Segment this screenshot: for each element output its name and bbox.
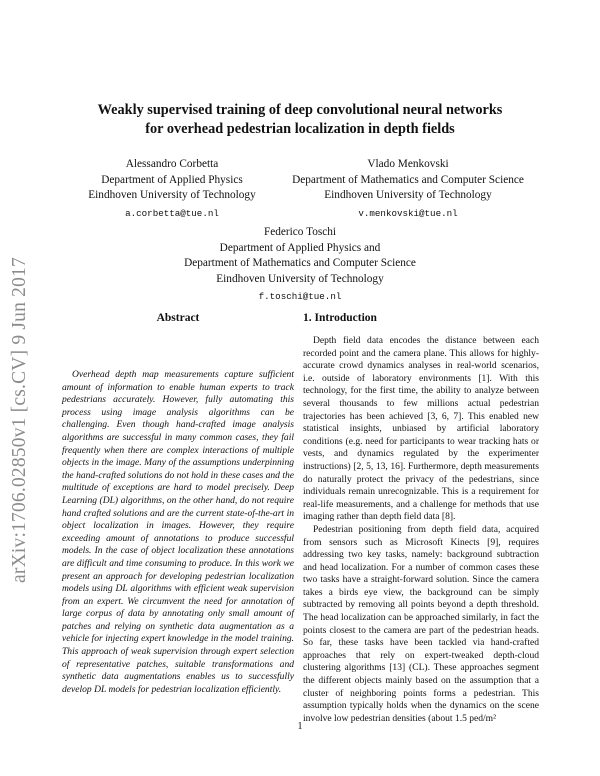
abstract-text: Overhead depth map measurements capture sufficient amount of information to enable human experts to track pedestrians accurately. However, fully automating this process using image analysis algorithms can be challenging. Even though hand-crafted image analysis algorithms are successful in many common cases, they fail frequently when there are complex interactions of multiple objects in the image. Many of the assumptions underpinning the hand-crafted solutions do not hold in these cases and the multitude of exceptions are hard to model precisely. Deep Learning (DL) algorithms, on the other hand, do not require hand crafted solutions and are the current state-of-the-art in object localization in images. However, they require exceeding amount of annotations to produce successful models. In the case of object localization these annotations are difficult and time consuming to produce. In this work we present an approach for developing pedestrian localization models using DL algorithms with efficient weak supervision from an expert. We circumvent the need for annotation of large corpus of data by annotating only small amount of patches and relying on synthetic data augmentation as a vehicle for injecting expert knowledge in the model training. This approach of weak supervision through expert selection of representative patches, suitable transformations and synthetic data augmentations enables us to successfully develop DL models for pedestrian localization efficiently. [62, 369, 294, 695]
author-name: Alessandro Corbetta [125, 158, 219, 170]
author-affiliation: Eindhoven University of Technology [216, 272, 384, 285]
author-name: Federico Toschi [263, 226, 337, 238]
author-affiliation: Department of Applied Physics [101, 173, 243, 186]
author-block-2 [268, 157, 548, 221]
author-affiliation: Eindhoven University of Technology [324, 189, 492, 201]
abstract-heading: Abstract [156, 312, 200, 324]
introduction-paragraph-2: Pedestrian positioning from depth field data, acquired from sensors such as Microsoft Kinects [9], requires addressing two key tasks, namely: background subtraction and head localization. For a number of common cases these two tasks have a straight-forward solution. Since the camera takes a birds eye view, the background can be simply subtracted by removing all points beyond a depth threshold. The head localization can be approached similarly, in fact the points closest to the camera are part of the pedestrian heads. So far, these tasks have been tackled via hand-crafted approaches that rely on expert-tweaked depth-cloud clustering algorithms [13] (CL). These approaches segment the different objects mainly based on the assumption that a cluster of neighboring points forms a pedestrian. This assumption typically holds when the dynamics on the scene involve low pedestrian densities (about 1.5 ped/m² [303, 523, 539, 724]
author-email: a.corbetta@tue.nl [125, 207, 219, 219]
author-affiliation: Department of Mathematics and Computer Science [292, 173, 524, 186]
author-affiliation: Department of Mathematics and Computer Science [184, 257, 416, 269]
author-affiliation: Department of Applied Physics and [219, 241, 381, 254]
author-block-1 [62, 157, 282, 221]
introduction-section [303, 311, 539, 725]
author-name: Vlado Menkovski [367, 158, 449, 170]
author-affiliation: Eindhoven University of Technology [88, 189, 256, 201]
introduction-paragraph-1: Depth field data encodes the distance between each recorded point and the camera plane. This allows for highly-accurate crowd dynamics analyses in real-world scenarios, i.e. outside of laboratory environments [1]. With this technology, for the first time, the ability to analyze between several thousands to few millions actual pedestrian trajectories has been achieved [3, 6, 7]. This enabled new statistical insights, unbiased by artificial laboratory conditions (e.g. need for participants to wear tracking hats or vests, and dynamics regulated by the experimenter instructions) [2, 5, 13, 16]. Furthermore, depth measurements do naturally protect the privacy of the pedestrians, since individuals remain unrecognizable. This is a requirement for real-life measurements, and a challenge for methods that use imaging rather than depth field data [8]. [303, 335, 539, 523]
title-line-1: Weakly supervised training of deep convolutional neural networks [97, 102, 503, 118]
arxiv-identifier-text: arXiv:1706.02850v1 [cs.CV] 9 Jun 2017 [9, 257, 30, 583]
author-email: f.toschi@tue.nl [258, 291, 342, 302]
abstract-section [62, 311, 294, 696]
introduction-heading: 1. Introduction [303, 312, 377, 324]
page-number: 1 [297, 721, 303, 732]
arxiv-identifier-stamp [4, 210, 36, 630]
author-email: v.menkovski@tue.nl [358, 207, 458, 219]
author-block-3 [150, 225, 450, 305]
title-line-2: for overhead pedestrian localization in depth fields [145, 121, 455, 137]
paper-title [60, 101, 540, 139]
